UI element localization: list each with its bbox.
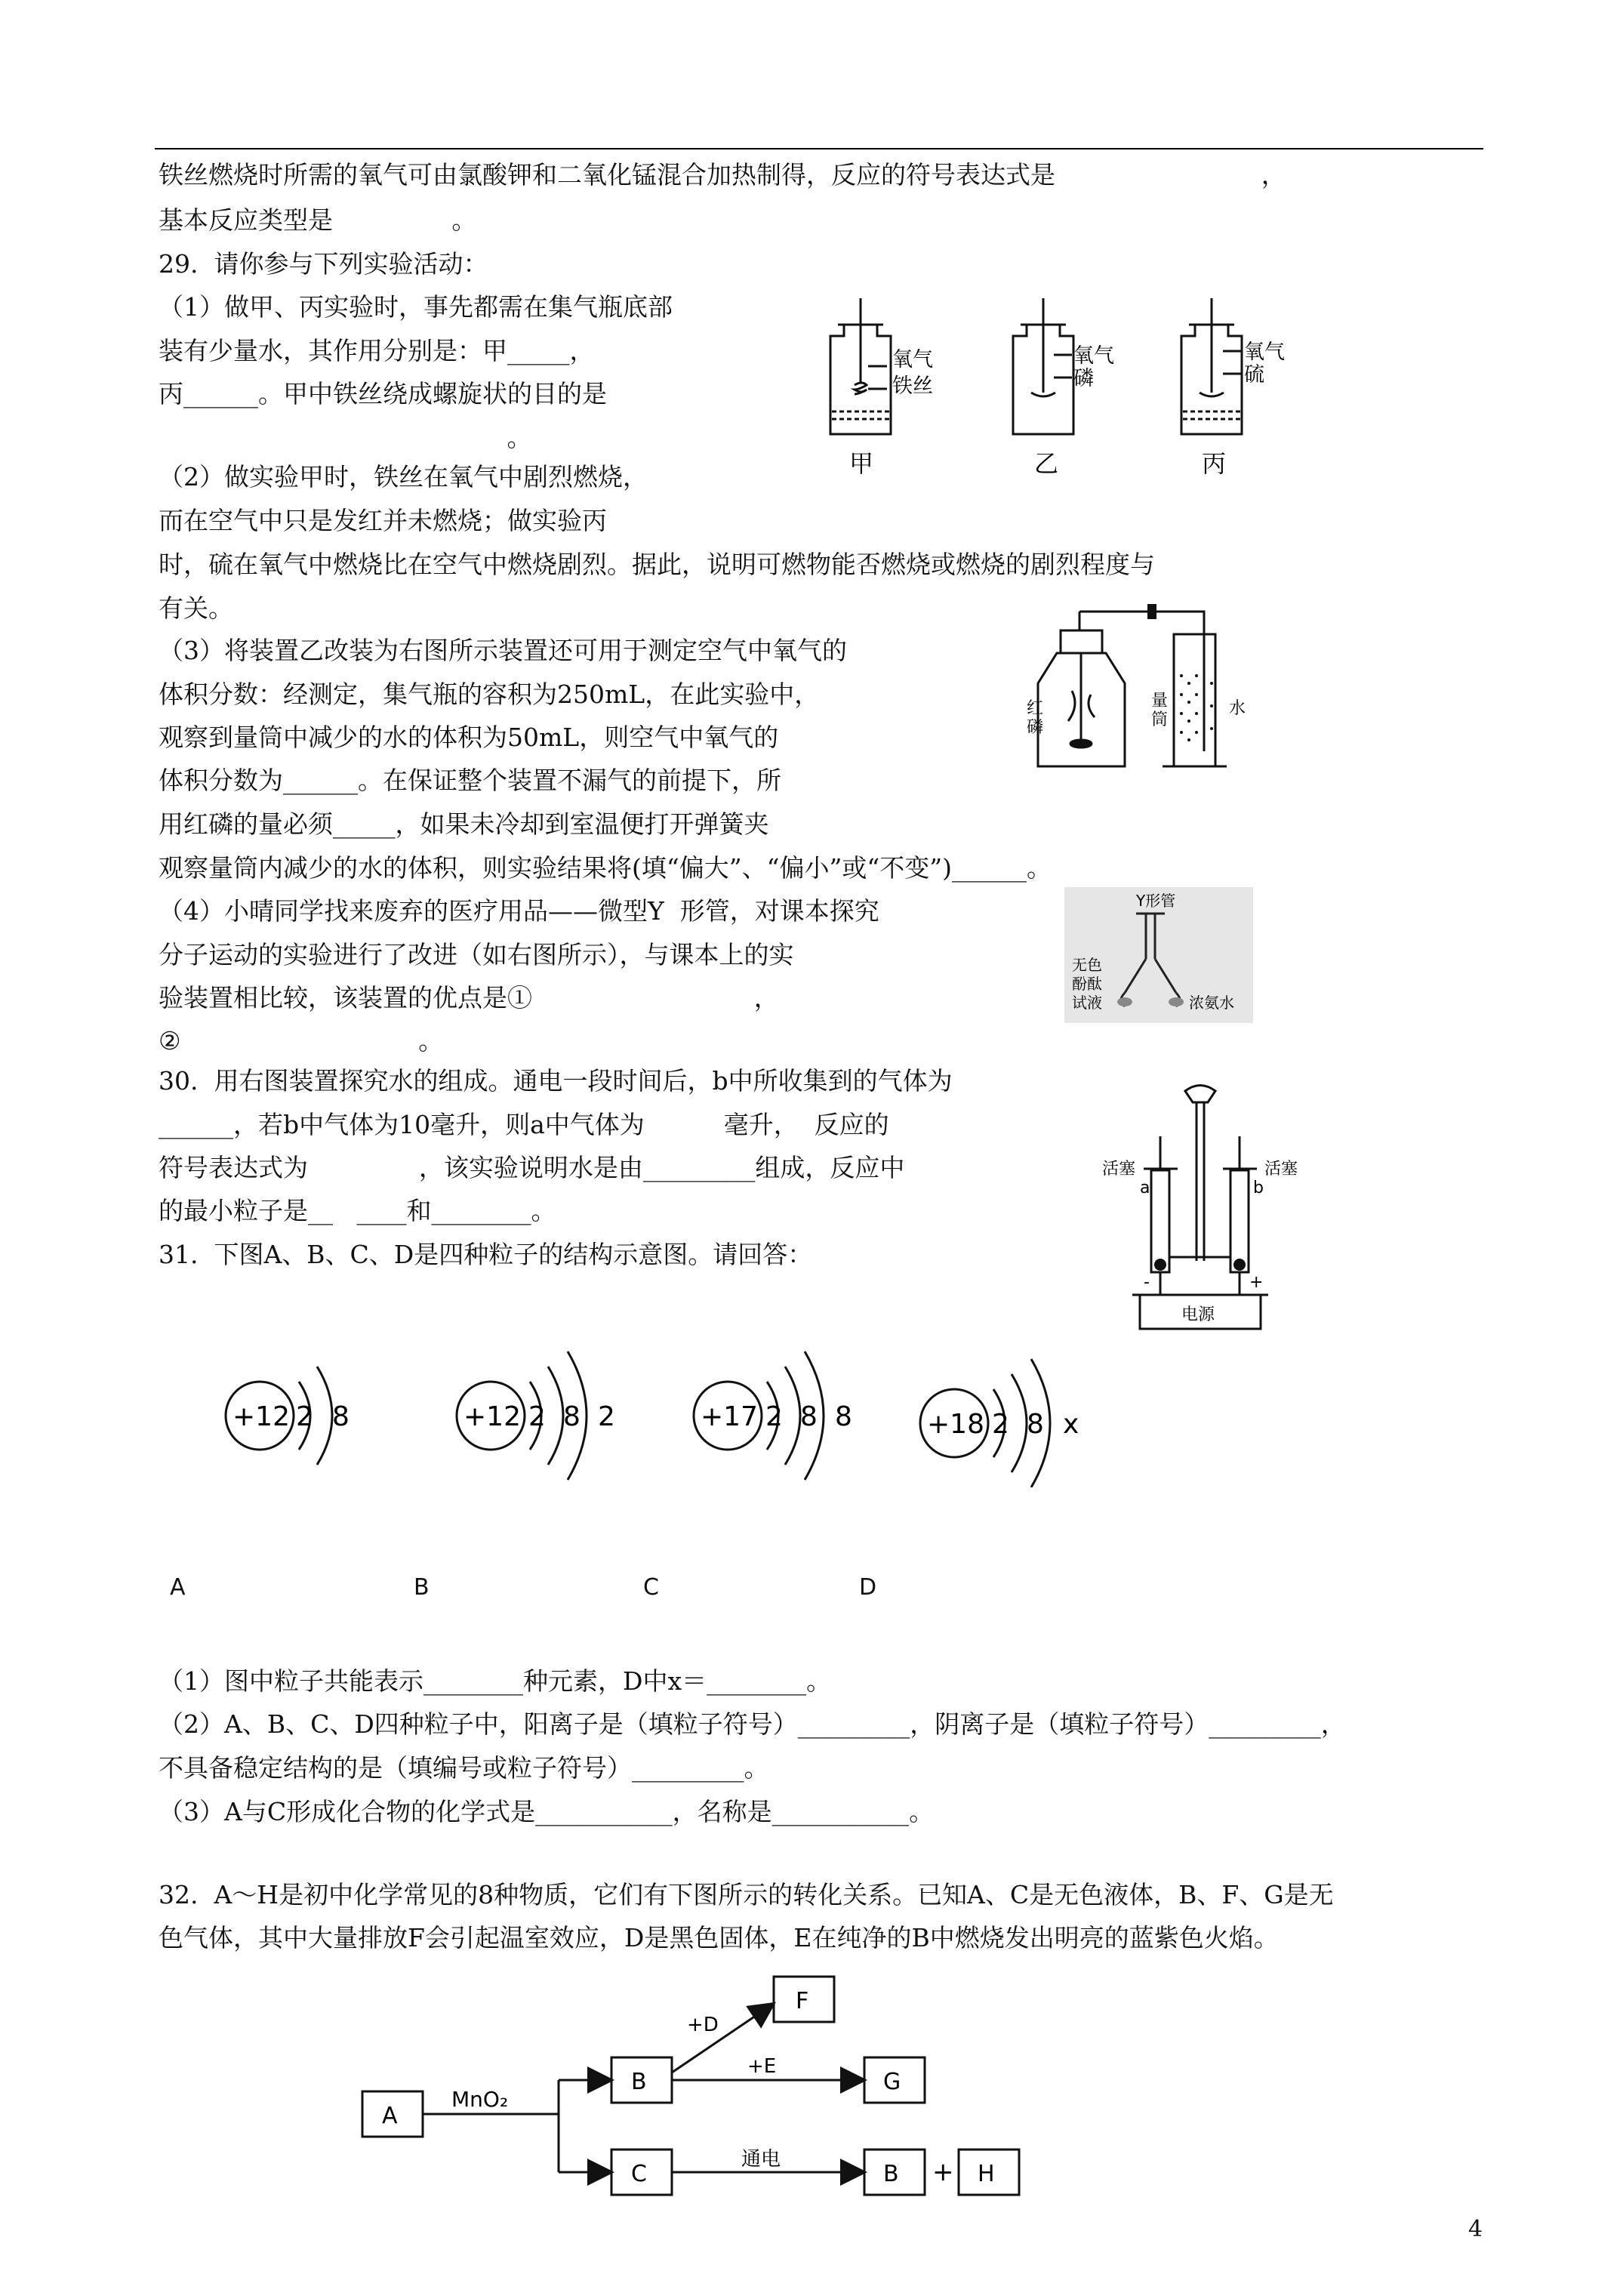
- q29-part4-line1: （4）小晴同学找来废弃的医疗用品——微型Y 形管，对课本探究: [159, 896, 879, 926]
- left-valve-label: 活塞: [1102, 1160, 1136, 1179]
- atom-a-label: A: [170, 1574, 186, 1601]
- q29-part3-line6: 观察量筒内减少的水的体积，则实验结果将(填“偏大”、“偏小”或“不变”)______。: [159, 853, 1052, 883]
- phosphorus-setup-figure: [1027, 600, 1276, 770]
- atom-d-shell-2: 8: [1027, 1409, 1044, 1440]
- flow-plus-d: +D: [687, 2014, 719, 2036]
- tube-b-label: b: [1253, 1179, 1264, 1197]
- q31-part3: （3）A与C形成化合物的化学式是___________，名称是___________。: [159, 1797, 935, 1826]
- gas-jars-figure: [815, 294, 1359, 483]
- right-valve-label: 活塞: [1264, 1160, 1298, 1179]
- q31-part2-line2: 不具备稳定结构的是（填编号或粒子符号）_________。: [159, 1753, 769, 1783]
- q29-part4-line2: 分子运动的实验进行了改进（如右图所示），与课本上的实: [159, 940, 794, 969]
- jar3-label-sulfur: 硫: [1244, 363, 1264, 387]
- flow-b: B: [631, 2069, 647, 2095]
- q29-part4-line3: 验装置相比较，该装置的优点是① ，: [159, 983, 779, 1012]
- water-label: 水: [1229, 699, 1246, 718]
- atom-b-shell-1: 2: [528, 1401, 546, 1432]
- atom-a-shell-2: 8: [332, 1401, 350, 1432]
- tube-a-label: a: [1140, 1179, 1150, 1197]
- question-30-line1: 30. 用右图装置探究水的组成。通电一段时间后，b中所收集到的气体为: [159, 1066, 953, 1096]
- flow-electrify: 通电: [741, 2148, 781, 2171]
- atom-a-shell-1: 2: [296, 1401, 313, 1432]
- phenolphthalein-label-2: 酚酞: [1072, 975, 1102, 993]
- q29-part1-line4: 。: [159, 423, 532, 452]
- cylinder-label-2: 筒: [1151, 710, 1169, 729]
- power-label: 电源: [1181, 1305, 1215, 1324]
- minus-terminal: -: [1144, 1273, 1150, 1292]
- atom-a-nucleus: +12: [233, 1401, 290, 1432]
- flow-plus: +: [932, 2157, 954, 2187]
- q29-part3-line1: （3）将装置乙改装为右图所示装置还可用于测定空气中氧气的: [159, 636, 847, 665]
- q31-part1: （1）图中粒子共能表示________种元素，D中x＝________。: [159, 1666, 832, 1696]
- atom-c-shell-1: 2: [765, 1401, 783, 1432]
- atom-d-label: D: [859, 1574, 877, 1601]
- conversion-flow-figure: [355, 1971, 1034, 2212]
- jar2-label-phosphorus: 磷: [1073, 367, 1094, 390]
- atom-b-shell-2: 8: [563, 1401, 581, 1432]
- q29-part3-line3: 观察到量筒中减少的水的体积为50mL，则空气中氧气的: [159, 723, 779, 752]
- q29-part3-line5: 用红磷的量必须_____，如果未冷却到室温便打开弹簧夹: [159, 809, 769, 839]
- atom-d-shell-3: x: [1063, 1409, 1079, 1440]
- q31-part2-line1: （2）A、B、C、D四种粒子中，阳离子是（填粒子符号）_________，阴离子是（填粒子符号）_________，: [159, 1709, 1346, 1739]
- flow-a: A: [382, 2103, 398, 2129]
- cylinder-label-1: 量: [1151, 692, 1169, 710]
- flow-b2: B: [883, 2161, 899, 2187]
- atom-c-label: C: [643, 1574, 659, 1601]
- flow-g: G: [883, 2069, 901, 2095]
- jar3-label-oxygen: 氧气: [1244, 341, 1285, 364]
- text-line-1: 铁丝燃烧时所需的氧气可由氯酸钾和二氧化锰混合加热制得，反应的符号表达式是 ，: [159, 160, 1286, 190]
- page-number: 4: [1468, 2216, 1483, 2242]
- y-tube-title: Y形管: [1136, 892, 1176, 910]
- q29-part1-line2: 装有少量水，其作用分别是：甲_____，: [159, 336, 595, 365]
- question-32-line1: 32. A～H是初中化学常见的8种物质，它们有下图所示的转化关系。已知A、C是无色液体，B、F、G是无: [159, 1880, 1334, 1909]
- flow-plus-e: +E: [747, 2055, 777, 2078]
- question-31-title: 31. 下图A、B、C、D是四种粒子的结构示意图。请回答：: [159, 1240, 813, 1269]
- atom-c-shell-3: 8: [835, 1401, 852, 1432]
- red-phosphorus-label-1: 红: [1027, 699, 1044, 718]
- jar1-label-oxygen: 氧气: [892, 348, 933, 371]
- atom-d-shell-1: 2: [992, 1409, 1009, 1440]
- phenolphthalein-label-1: 无色: [1072, 956, 1102, 974]
- flow-mno2: MnO₂: [451, 2087, 509, 2112]
- q29-part1-line3: 丙______。甲中铁丝绕成螺旋状的目的是: [159, 379, 607, 408]
- q29-part2-line4: 有关。: [159, 593, 233, 623]
- jar2-label-oxygen: 氧气: [1073, 344, 1114, 368]
- plus-terminal: +: [1249, 1273, 1264, 1292]
- q29-part3-line4: 体积分数为______。在保证整个装置不漏气的前提下，所: [159, 766, 781, 795]
- electrolysis-figure: [1087, 1080, 1313, 1336]
- q29-part2-line1: （2）做实验甲时，铁丝在氧气中剧烈燃烧，: [159, 462, 648, 492]
- q29-part2-line3: 时，硫在氧气中燃烧比在空气中燃烧剧烈。据此，说明可燃物能否燃烧或燃烧的剧烈程度与: [159, 550, 1155, 579]
- jar2-caption: 乙: [1034, 449, 1059, 478]
- q29-part2-line2: 而在空气中只是发红并未燃烧；做实验丙: [159, 506, 607, 535]
- jar3-caption: 丙: [1202, 449, 1227, 478]
- question-32-line2: 色气体，其中大量排放F会引起温室效应，D是黑色固体，E在纯净的B中燃烧发出明亮的蓝紫色火焰。: [159, 1923, 1279, 1952]
- question-30-line4: 的最小粒子是__ ____和________。: [159, 1196, 556, 1225]
- question-30-line2: ______，若b中气体为10毫升，则a中气体为 毫升， 反应的: [159, 1110, 889, 1139]
- phenolphthalein-label-3: 试液: [1072, 994, 1102, 1012]
- red-phosphorus-label-2: 磷: [1027, 718, 1044, 737]
- y-tube-figure: [1064, 887, 1253, 1023]
- jar1-label-wire: 铁丝: [892, 374, 933, 398]
- atom-c-nucleus: +17: [701, 1401, 758, 1432]
- q29-part3-line2: 体积分数：经测定，集气瓶的容积为250mL，在此实验中，: [159, 680, 820, 709]
- flow-h: H: [978, 2161, 995, 2187]
- atom-b-shell-3: 2: [598, 1401, 615, 1432]
- q29-part1-line1: （1）做甲、丙实验时，事先都需在集气瓶底部: [159, 292, 673, 322]
- header-rule: [155, 148, 1483, 149]
- atom-b-nucleus: +12: [463, 1401, 521, 1432]
- atom-d-nucleus: +18: [927, 1409, 984, 1440]
- atom-structures-figure: [211, 1336, 1163, 1487]
- question-29-title: 29. 请你参与下列实验活动：: [159, 249, 488, 279]
- atom-c-shell-2: 8: [800, 1401, 818, 1432]
- text-line-2: 基本反应类型是 。: [159, 205, 477, 235]
- q29-part4-line4: ② 。: [159, 1026, 444, 1056]
- ammonia-label: 浓氨水: [1189, 994, 1234, 1012]
- atom-b-label: B: [414, 1574, 430, 1601]
- flow-f: F: [796, 1988, 809, 2014]
- jar1-caption: 甲: [849, 449, 874, 478]
- flow-c: C: [631, 2161, 647, 2187]
- question-30-line3: 符号表达式为 ，该实验说明水是由_________组成，反应中: [159, 1153, 905, 1182]
